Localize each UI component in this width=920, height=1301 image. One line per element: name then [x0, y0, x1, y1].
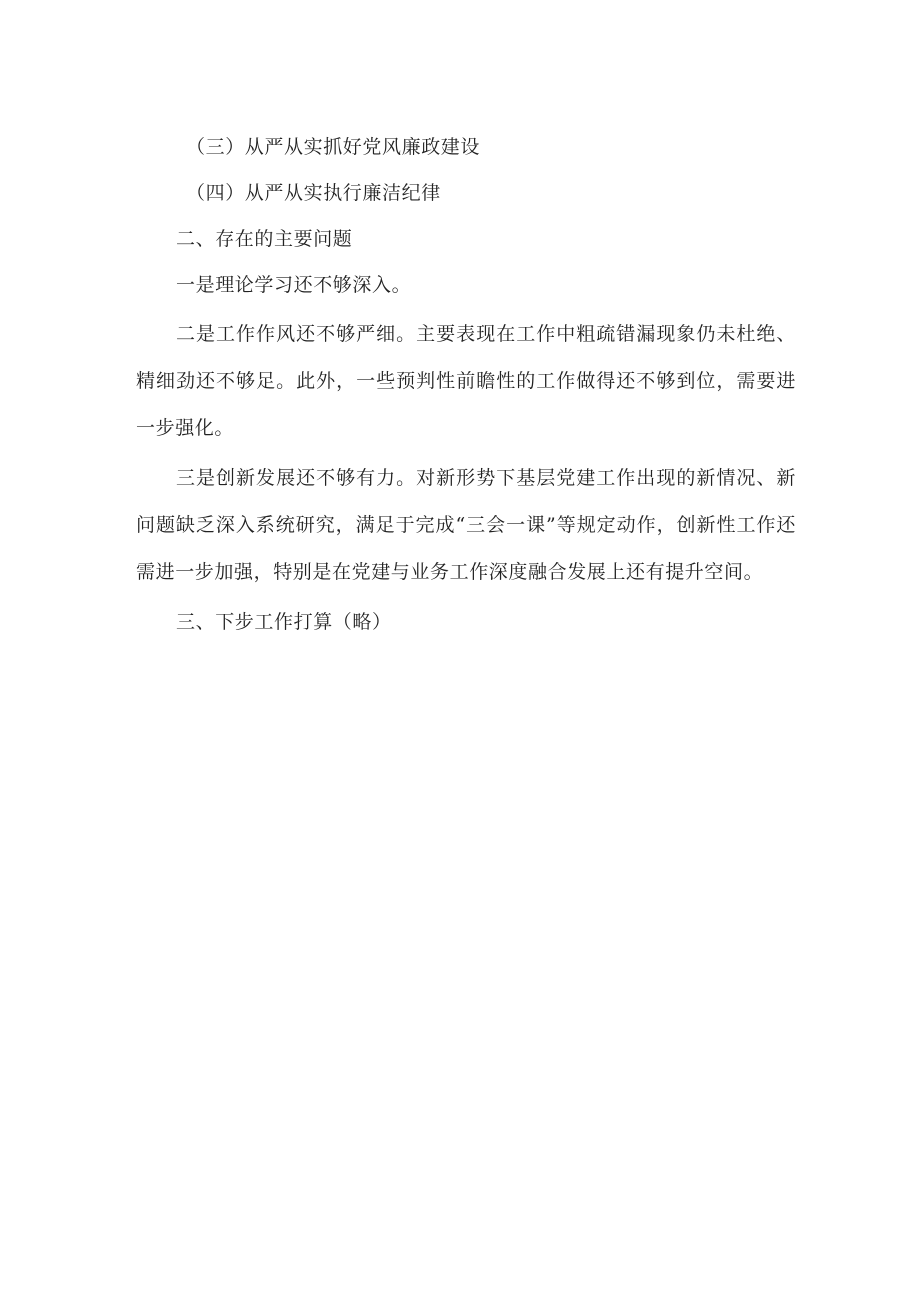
- section-heading-problems: 二、存在的主要问题: [176, 228, 353, 250]
- document-body: [136, 124, 796, 645]
- section-heading-next-steps: 三、下步工作打算（略）: [176, 611, 392, 633]
- problem-paragraph-1: 一是理论学习还不够深入。: [176, 274, 412, 296]
- problem-paragraph-3: 三是创新发展还不够有力。对新形势下基层党建工作出现的新情况、新问题缺乏深入系统研究，满足于完成“三会一课”等规定动作，创新性工作还需进一步加强，特别是在党建与业务工作深度融合发展上还有提升空间。: [136, 467, 796, 583]
- subheading-four: （四）从严从实执行廉洁纪律: [186, 182, 441, 204]
- subheading-three: （三）从严从实抓好党风廉政建设: [186, 136, 481, 158]
- problem-paragraph-2: 二是工作作风还不够严细。主要表现在工作中粗疏错漏现象仍未杜绝、精细劲还不够足。此外，一些预判性前瞻性的工作做得还不够到位，需要进一步强化。: [136, 323, 796, 439]
